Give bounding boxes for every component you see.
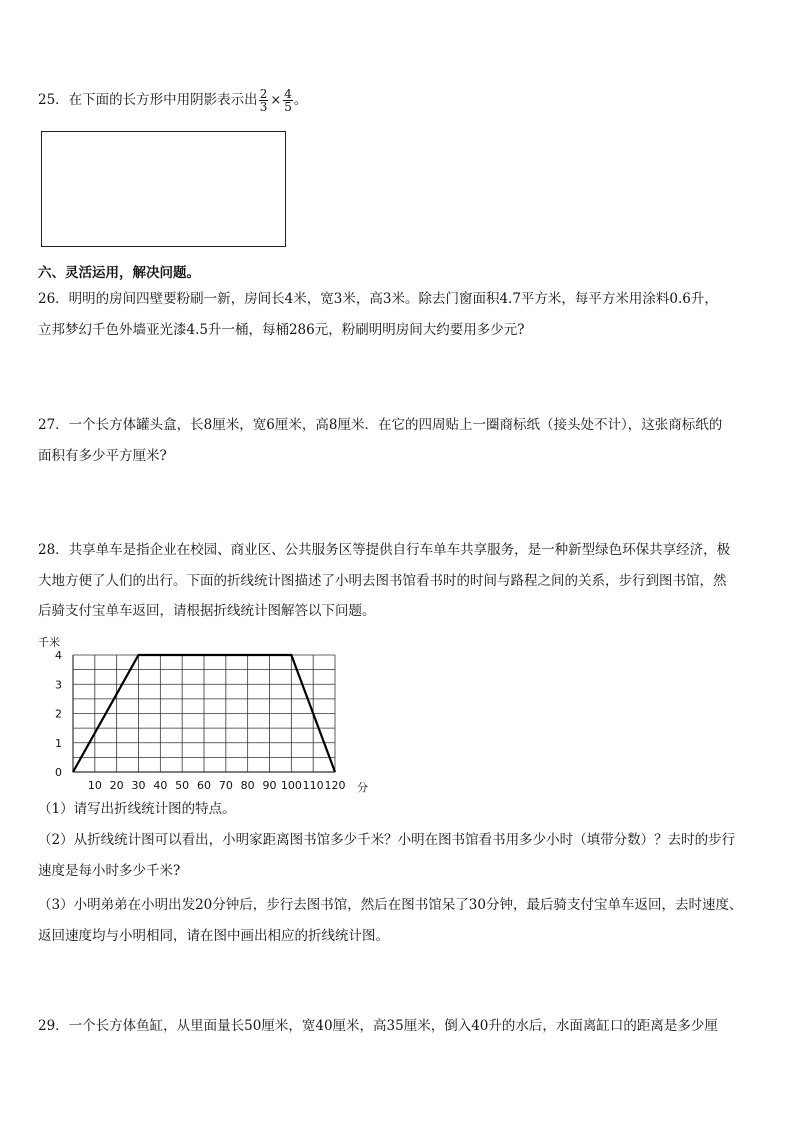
fraction-two-thirds: $\frac{2}{3}$ [259,87,268,114]
times-sign: × [270,92,282,108]
x-axis-label: 分 [357,781,368,794]
y-tick-label: 0 [55,766,62,779]
question-28-line3: 后骑支付宝单车返回，请根据折线统计图解答以下问题。 [38,603,376,619]
question-26-line2: 立邦梦幻千色外墙亚光漆4.5升一桶，每桶286元，粉刷明明房间大约要用多少元? [38,322,525,338]
question-29-line1: 29．一个长方体鱼缸，从里面量长50厘米，宽40厘米，高35厘米，倒入40升的水后，水面离缸口的距离是多少厘 [38,1018,718,1034]
fraction-four-fifths: $\frac{4}{5}$ [284,87,292,114]
x-tick-label: 120 [324,779,346,792]
question-28-sub3-line1: （3）小明弟弟在小明出发20分钟后，步行去图书馆，然后在图书馆呆了30分钟，最后骑支付宝单车返回，去时速度、 [38,897,743,913]
x-tick-label: 50 [175,779,190,792]
x-tick-label: 40 [153,779,168,792]
y-tick-label: 4 [55,649,62,662]
x-tick-label: 90 [262,779,277,792]
x-tick-label: 30 [131,779,146,792]
question-25: 25．在下面的长方形中用阴影表示出 $\frac{2}{3}$ × $\frac{4}{5}$ 。 [38,87,308,114]
x-tick-label: 100 [280,779,302,792]
x-tick-label: 60 [197,779,211,792]
x-tick-label: 110 [302,779,324,792]
q25-text: 25．在下面的长方形中用阴影表示出 [38,92,258,108]
section-6-heading: 六、灵活运用，解决问题。 [38,265,200,281]
shading-rectangle[interactable] [41,131,286,247]
x-tick-label: 80 [240,779,255,792]
x-tick-label: 10 [87,779,102,792]
x-tick-label: 70 [218,779,233,792]
question-27-line1: 27．一个长方体罐头盒，长8厘米，宽6厘米，高8厘米．在它的四周贴上一圈商标纸（接头处不计），这张商标纸的 [38,417,723,433]
question-28-sub2-line1: （2）从折线统计图可以看出，小明家距离图书馆多少千米？小明在图书馆看书用多少小时（填带分数）？去时的步行 [38,832,736,848]
question-27-line2: 面积有多少平方厘米? [38,448,167,464]
y-tick-label: 1 [55,736,62,750]
question-28-sub2-line2: 速度是每小时多少千米? [38,863,181,879]
question-28-sub3-line2: 返回速度均与小明相同，请在图中画出相应的折线统计图。 [38,928,389,944]
question-28-line1: 28．共享单车是指企业在校园、商业区、公共服务区等提供自行车单车共享服务，是一种新型绿色环保共享经济，极 [38,542,731,558]
distance-time-line-chart [30,630,380,800]
question-26-line1: 26．明明的房间四壁要粉刷一新，房间长4米，宽3米，高3米。除去门窗面积4.7平方米，每平方米用涂料0.6升， [38,291,718,307]
question-28-line2: 大地方便了人们的出行。下面的折线统计图描述了小明去图书馆看书时的时间与路程之间的关系，步行到图书馆，然 [38,573,727,589]
y-axis-label: 千米 [38,636,60,649]
x-tick-label: 20 [109,779,124,792]
y-tick-label: 2 [55,707,62,721]
y-tick-label: 3 [55,678,62,692]
question-28-sub1: （1）请写出折线统计图的特点。 [38,801,236,817]
